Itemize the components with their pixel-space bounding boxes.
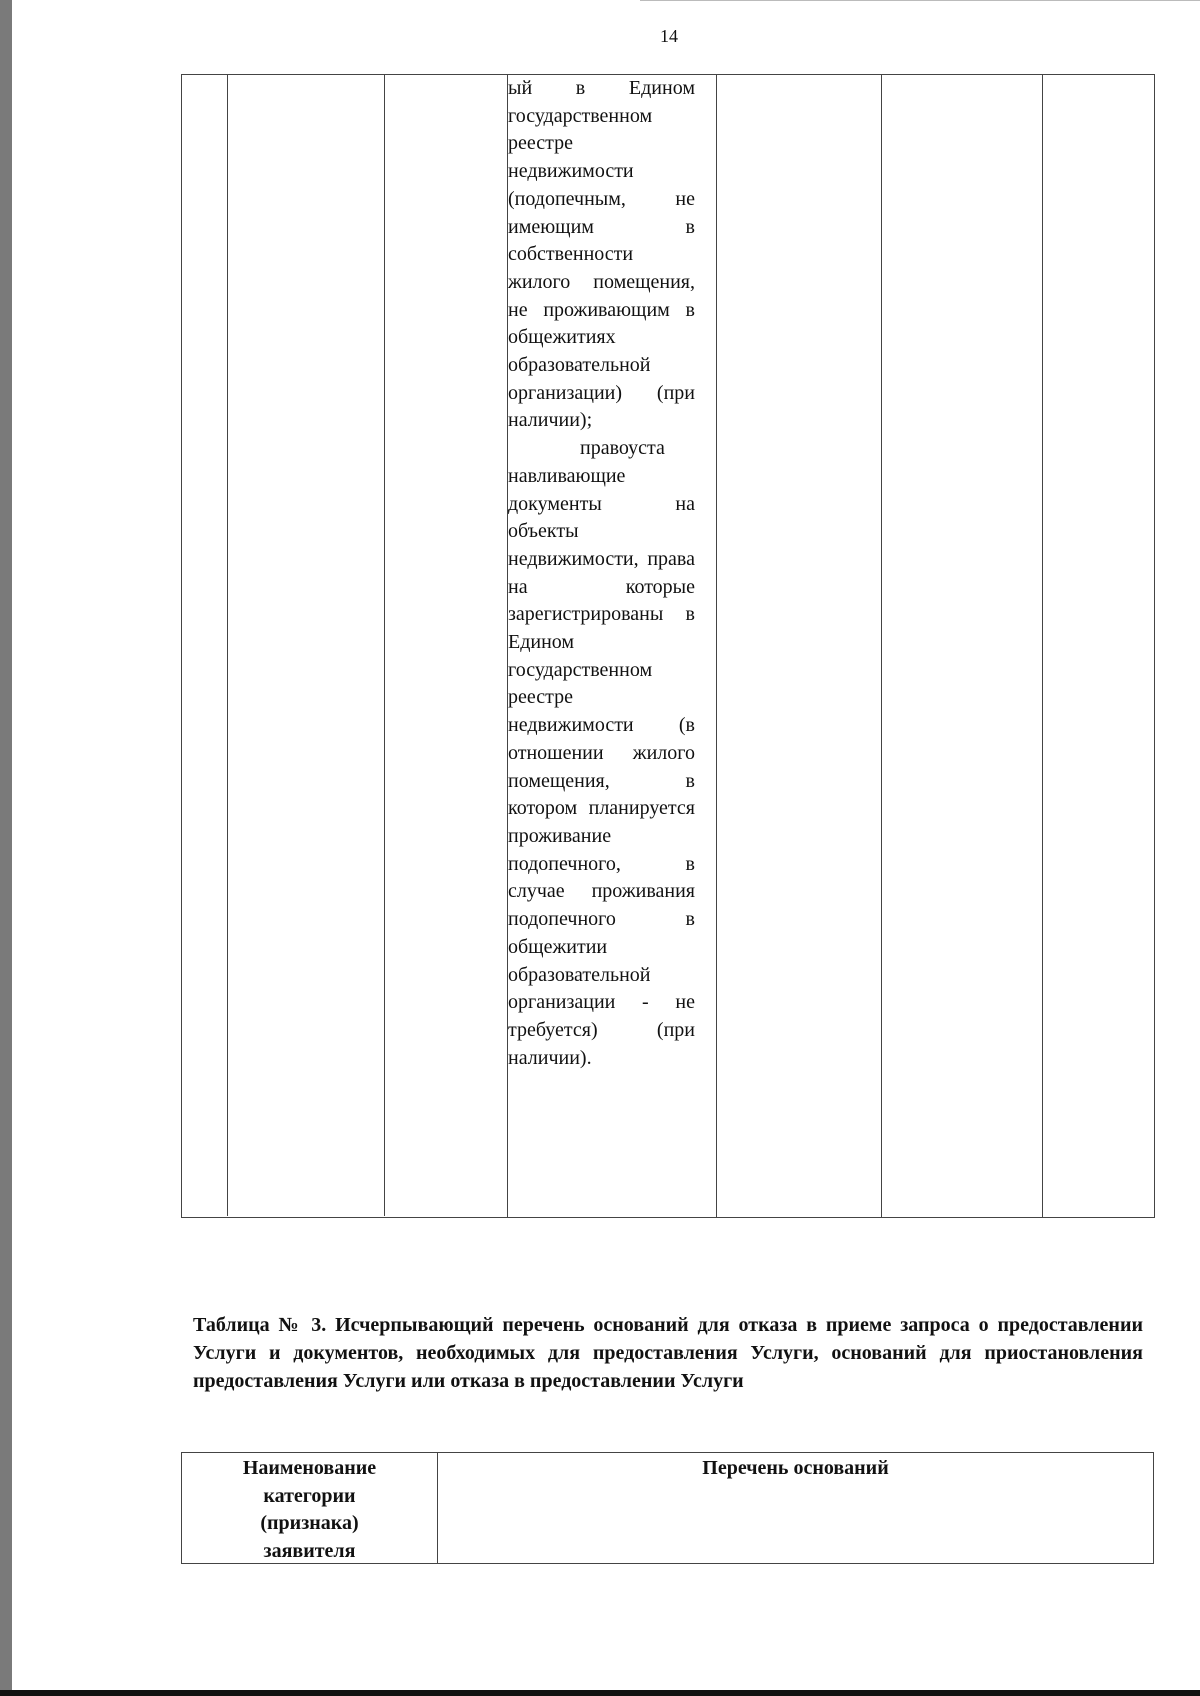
column-divider (227, 75, 228, 1216)
column-divider (384, 75, 385, 1216)
scan-top-edge (640, 0, 1200, 1)
scan-left-edge (0, 0, 12, 1696)
column-divider (1042, 75, 1043, 1217)
cell-paragraph: ый в Едином государственном реестре недвижимости (подопечным, не имеющим в собственности жилого помещения, не проживающим в общежитиях образовательной организации) (при наличии); (508, 77, 695, 432)
table-3 (181, 1452, 1154, 1564)
header-applicant-category: Наименование категории (признака) заявителя (242, 1457, 377, 1562)
cell-paragraph: правоуста навливающие документы на объекты недвижимости, права на которые зарегистрированы в Едином государственном реестре недвижимости (в отношении жилого помещения, в котором планируется проживание подопечного, в случае проживания подопечного в общежитии образовательной организации - не требуется) (при наличии). (508, 437, 695, 1069)
table-border-left (181, 75, 182, 1217)
scan-bottom-edge (0, 1690, 1200, 1696)
documents-cell (508, 75, 695, 1072)
table-caption: Таблица № 3. Исчерпывающий перечень оснований для отказа в приеме запроса о предоставлении Услуги и документов, необходимых для предоставления Услуги, оснований для приостановления предоставления Услуги или отказа в предоставлении Услуги (193, 1314, 1143, 1392)
header-grounds-list: Перечень оснований (702, 1457, 889, 1479)
continued-table (181, 74, 1155, 1218)
column-divider (716, 75, 717, 1217)
column-divider (881, 75, 882, 1217)
page-number: 14 (660, 26, 678, 46)
